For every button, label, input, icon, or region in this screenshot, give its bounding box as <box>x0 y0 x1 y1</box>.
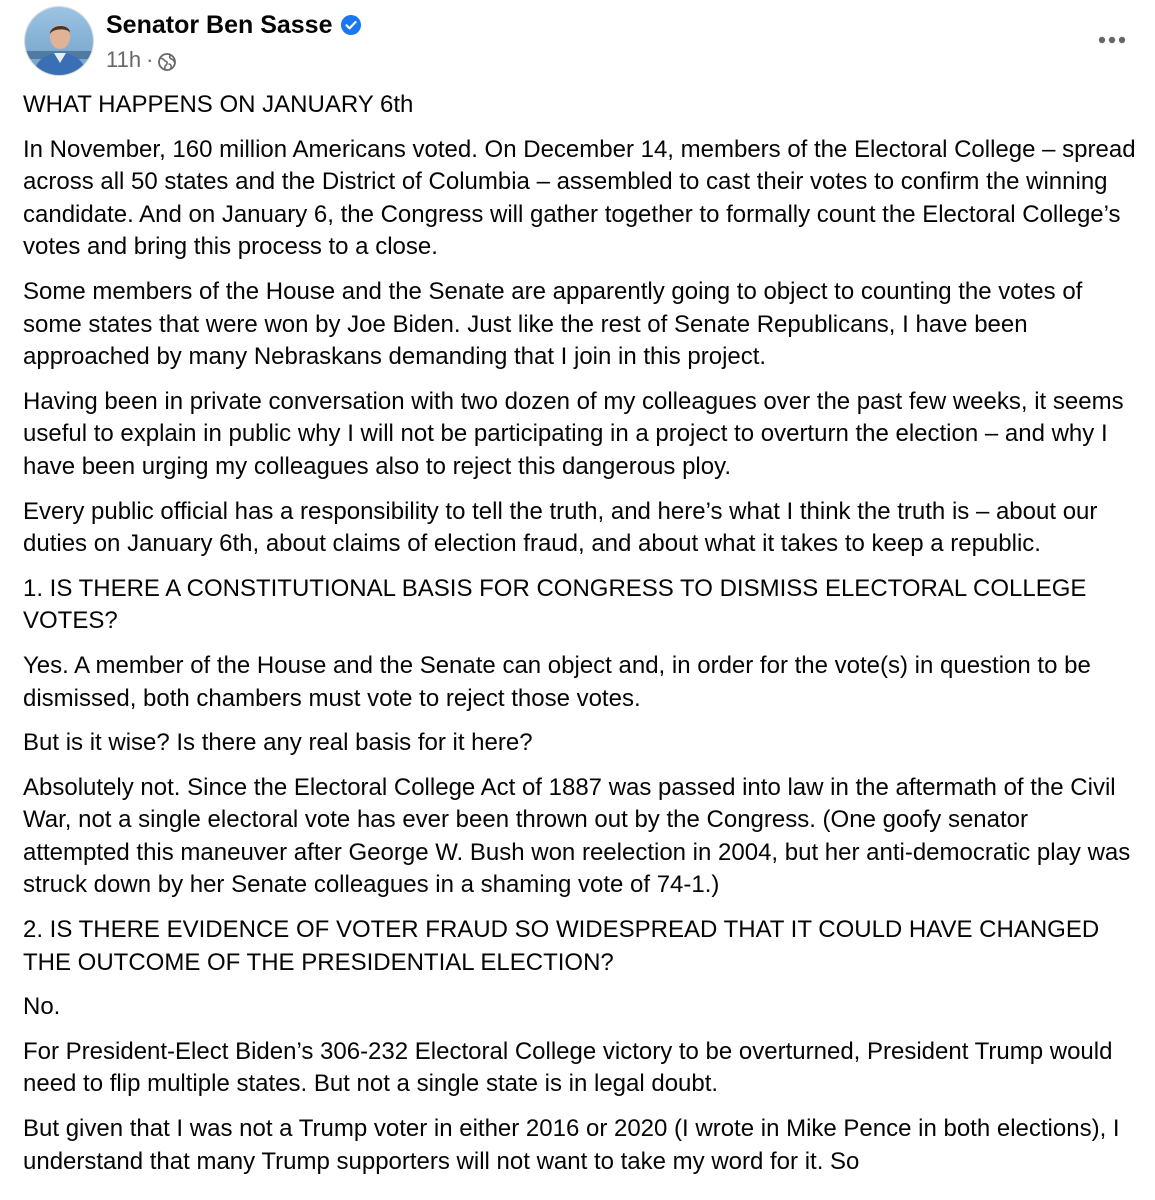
more-options-icon <box>1098 36 1126 44</box>
post-paragraph: For President-Elect Biden’s 306-232 Electoral College victory to be overturned, President Trump would need to flip multiple states. But not a single state is in legal doubt. <box>23 1037 1113 1098</box>
post-paragraph: Absolutely not. Since the Electoral College Act of 1887 was passed into law in the aftermath of the Civil War, not a single electoral vote has ever been thrown out by the Congress. (One goofy senator attempted this maneuver after George W. Bush won reelection in 2004, but her anti-democratic play was struck down by her Senate colleagues in a shaming vote of 74-1.) <box>23 773 1131 899</box>
post-paragraph: Every public official has a responsibility to tell the truth, and here’s what I think the truth is – about our duties on January 6th, about claims of election fraud, and about what it takes to keep a republic. <box>23 497 1098 558</box>
verified-badge-icon <box>341 15 361 35</box>
post-timestamp[interactable]: 11h <box>106 47 142 72</box>
post-header <box>24 6 1134 76</box>
post-paragraph: In November, 160 million Americans voted. On December 14, members of the Electoral College – spread across all 50 states and the District of Columbia – assembled to cast their votes to confirm the winning candidate. And on January 6, the Congress will gather together to formally count the Electoral College’s votes and bring this process to a close. <box>23 135 1136 261</box>
avatar-photo <box>25 7 94 76</box>
globe-icon <box>158 51 176 69</box>
post-paragraph: But is it wise? Is there any real basis for it here? <box>23 729 533 757</box>
author-avatar[interactable] <box>24 6 94 76</box>
post-meta <box>106 46 176 74</box>
author-line <box>106 8 361 42</box>
post-paragraph: No. <box>23 993 61 1021</box>
section-heading: 1. IS THERE A CONSTITUTIONAL BASIS FOR CONGRESS TO DISMISS ELECTORAL COLLEGE VOTES? <box>23 574 1087 635</box>
author-name[interactable]: Senator Ben Sasse <box>106 10 333 39</box>
more-options-button[interactable] <box>1092 20 1132 60</box>
post-paragraph: Some members of the House and the Senate are apparently going to object to counting the votes of some states that were won by Joe Biden. Just like the rest of Senate Republicans, I have been approached by many Nebraskans demanding that I join in this project. <box>23 277 1083 371</box>
post-paragraph: Yes. A member of the House and the Senate can object and, in order for the vote(s) in question to be dismissed, both chambers must vote to reject those votes. <box>23 651 1091 712</box>
post-body <box>23 89 1138 1190</box>
post-paragraph: But given that I was not a Trump voter in either 2016 or 2020 (I wrote in Mike Pence in both elections), I understand that many Trump supporters will not want to take my word for it. So <box>23 1115 1120 1175</box>
post-heading: WHAT HAPPENS ON JANUARY 6th <box>23 91 414 118</box>
meta-separator: · <box>146 47 154 72</box>
section-heading: 2. IS THERE EVIDENCE OF VOTER FRAUD SO WIDESPREAD THAT IT COULD HAVE CHANGED THE OUTCOME OF THE PRESIDENTIAL ELECTION? <box>23 916 1100 976</box>
post-paragraph: Having been in private conversation with two dozen of my colleagues over the past few weeks, it seems useful to explain in public why I will not be participating in a project to overturn the election – and why I have been urging my colleagues also to reject this dangerous ploy. <box>23 387 1124 480</box>
